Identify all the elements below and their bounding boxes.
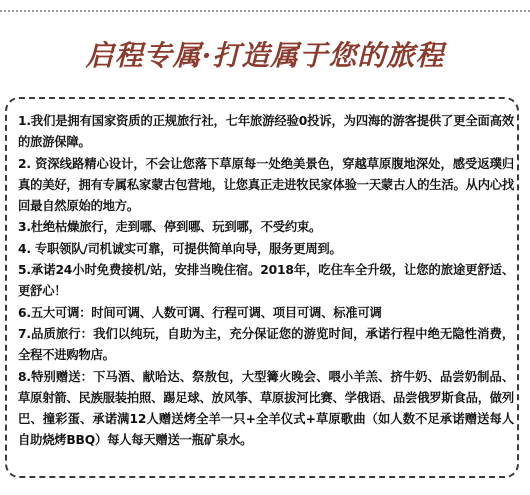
feature-item-4: 4. 专职领队/司机诚实可靠，可提供简单向导，服务更周到。: [18, 241, 342, 256]
page-title: 启程专属·打造属于您的旅程: [85, 39, 445, 72]
feature-item-8: 8.特别赠送：下马酒、献哈达、祭敖包，大型篝火晚会、喂小羊羔、挤牛奶、品尝奶制品、草原射箭、民族服装拍照、踢足球、放风筝、草原拔河比赛、学俄语、品尝俄罗斯食品，做列巴、撞彩蛋、承诺满12人赠送烤全羊一只+全羊仪式+草原歌曲（如人数不足承诺赠送每人自助烧烤BBQ）每人每天赠送一瓶矿泉水。: [18, 369, 514, 448]
feature-item-3: 3.杜绝枯燥旅行，走到哪、停到哪、玩到哪，不受约束。: [18, 220, 322, 235]
feature-item-7: 7.品质旅行：我们以纯玩，自助为主，充分保证您的游览时间，承诺行程中绝无隐性消费，全程不进购物店。: [18, 326, 514, 363]
top-dotted-divider: [0, 10, 530, 12]
feature-item-2: 2. 资深线路精心设计，不会让您落下草原每一处绝美景色，穿越草原腹地深处，感受返璞归真的美好，拥有专属私家蒙古包营地，让您真正走进牧民家体验一天蒙古人的生活。从内心找回最自然原始的地方。: [18, 156, 514, 214]
feature-item-6: 6.五大可调：时间可调、人数可调、行程可调、项目可调、标准可调: [18, 305, 382, 320]
feature-item-1: 1.我们是拥有国家资质的正规旅行社，七年旅游经验0投诉，为四海的游客提供了更全面高效的旅游保障。: [18, 114, 514, 150]
feature-item-5: 5.承诺24小时免费接机/站，安排当晚住宿。2018年，吃住车全升级，让您的旅途更舒适、更舒心！: [18, 263, 514, 299]
feature-list: [18, 111, 514, 452]
